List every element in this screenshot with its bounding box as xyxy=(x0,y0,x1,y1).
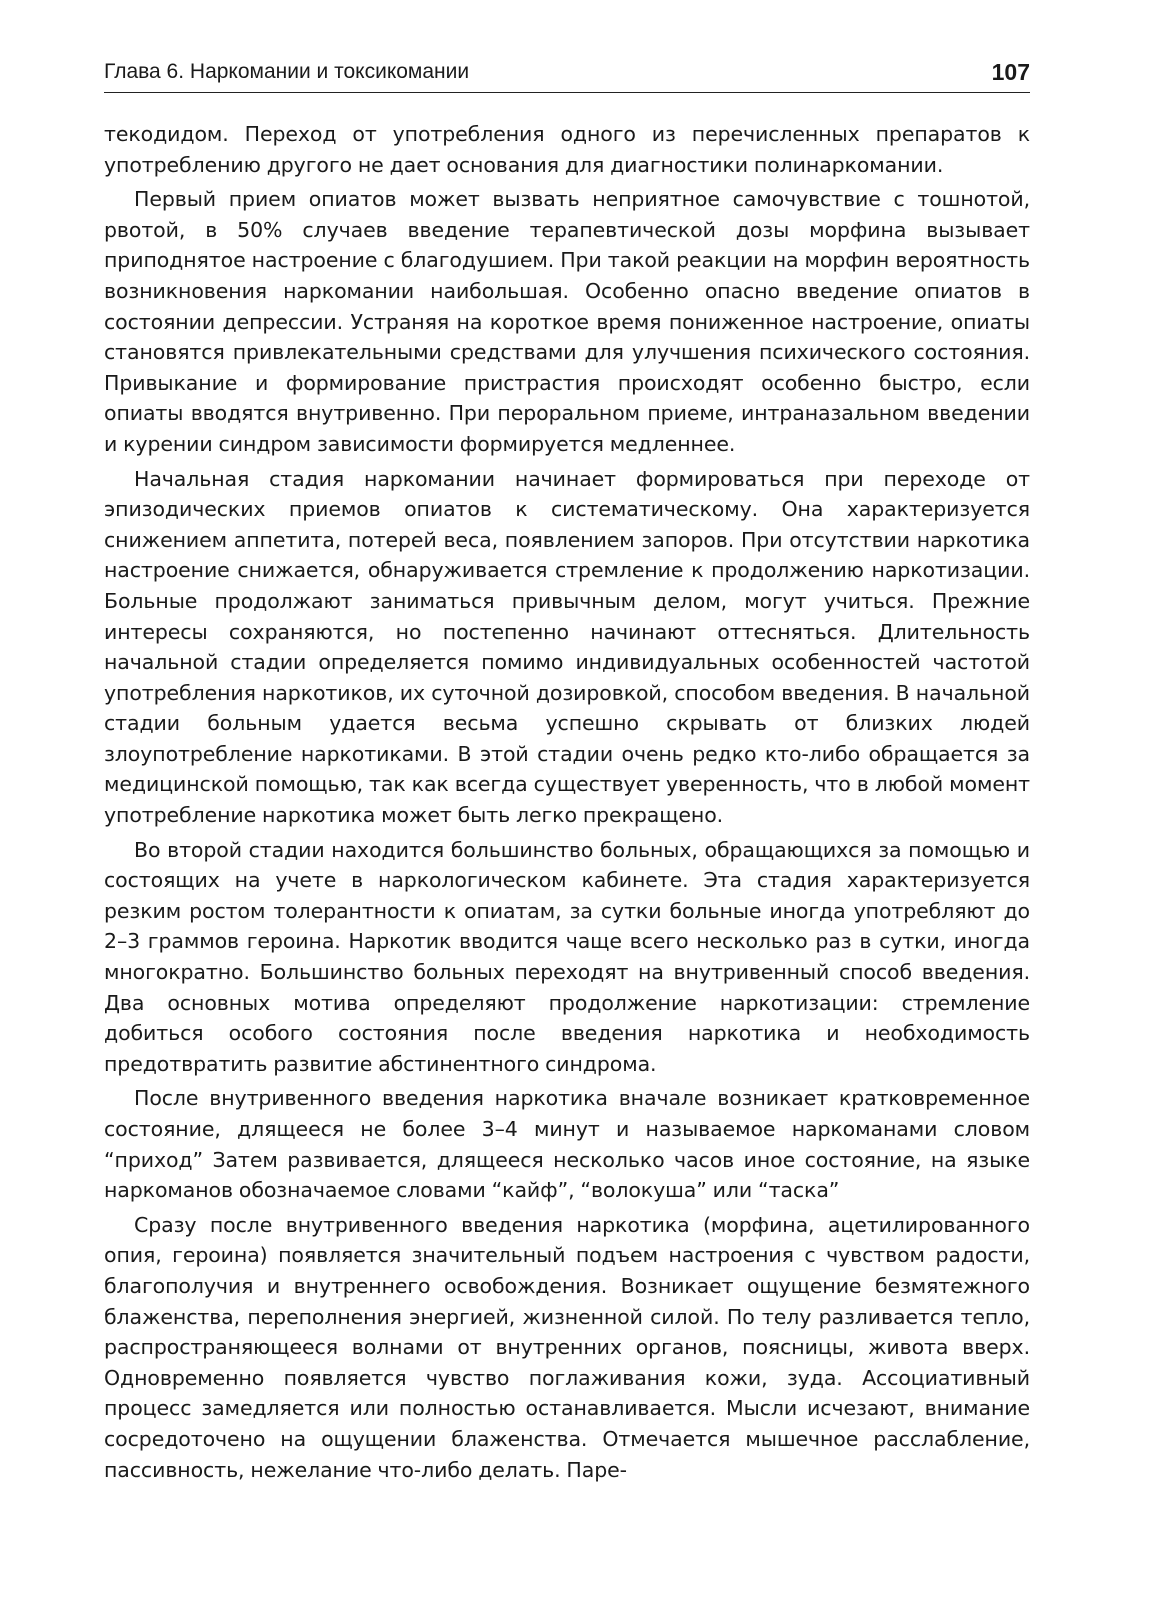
paragraph-6: Сразу после внутривенного введения наркотика (морфина, ацетилированного опия, героина) появляется значительный подъем настроения с чувством радости, благополучия и внутреннего освобождения. Возникает ощущение безмятежного блаженства, переполнения энергией, жизненной силой. По телу разливается тепло, распространяющееся волнами от внутренних органов, поясницы, живота вверх. Одновременно появляется чувство поглаживания кожи, зуда. Ассоциативный процесс замедляется или полностью останавливается. Мысли исчезают, внимание сосредоточено на ощущении блаженства. Отмечается мышечное расслабление, пассивность, нежелание что-либо делать. Паре- xyxy=(104,1212,1030,1482)
chapter-title: Глава 6. Наркомании и токсикомании xyxy=(104,60,470,83)
paragraph-5: После внутривенного введения наркотика вначале возникает кратковременное состояние, длящееся не более 3–4 минут и называемое наркоманами словом “приход” Затем развивается, длящееся несколько часов иное состояние, на языке наркоманов обозначаемое словами “кайф”, “волокуша” или “таска” xyxy=(104,1086,1030,1203)
body-text xyxy=(104,119,1030,1485)
paragraph-1: текодидом. Переход от употребления одного из перечисленных препаратов к употреблению другого не дает основания для диагностики полинаркомании. xyxy=(104,122,1030,177)
paragraph-3: Начальная стадия наркомании начинает формироваться при переходе от эпизодических приемов опиатов к систематическому. Она характеризуется снижением аппетита, потерей веса, появлением запоров. При отсутствии наркотика настроение снижается, обнаруживается стремление к продолжению наркотизации. Больные продолжают заниматься привычным делом, могут учиться. Прежние интересы сохраняются, но постепенно начинают оттесняться. Длительность начальной стадии определяется помимо индивидуальных особенностей частотой употребления наркотиков, их суточной дозировкой, способом введения. В начальной стадии больным удается весьма успешно скрывать от близких людей злоупотребление наркотиками. В этой стадии очень редко кто-либо обращается за медицинской помощью, так как всегда существует уверенность, что в любой момент употребление наркотика может быть легко прекращено. xyxy=(104,466,1030,828)
paragraph-2: Первый прием опиатов может вызвать неприятное самочувствие с тошнотой, рвотой, в 50% случаев введение терапевтической дозы морфина вызывает приподнятое настроение с благодушием. При такой реакции на морфин вероятность возникновения наркомании наибольшая. Особенно опасно введение опиатов в состоянии депрессии. Устраняя на короткое время пониженное настроение, опиаты становятся привлекательными средствами для улучшения психического состояния. Привыкание и формирование пристрастия происходят особенно быстро, если опиаты вводятся внутривенно. При пероральном приеме, интраназальном введении и курении синдром зависимости формируется медленнее. xyxy=(104,187,1030,456)
page-number: 107 xyxy=(991,59,1030,85)
paragraph-4: Во второй стадии находится большинство больных, обращающихся за помощью и состоящих на учете в наркологическом кабинете. Эта стадия характеризуется резким ростом толерантности к опиатам, за сутки больные иногда употребляют до 2–3 граммов героина. Наркотик вводится чаще всего несколько раз в сутки, иногда многократно. Большинство больных переходят на внутривенный способ введения. Два основных мотива определяют продолжение наркотизации: стремление добиться особого состояния после введения наркотика и необходимость предотвратить развитие абстинентного синдрома. xyxy=(104,837,1030,1076)
book-page xyxy=(104,58,1030,1489)
running-head xyxy=(104,58,1030,93)
